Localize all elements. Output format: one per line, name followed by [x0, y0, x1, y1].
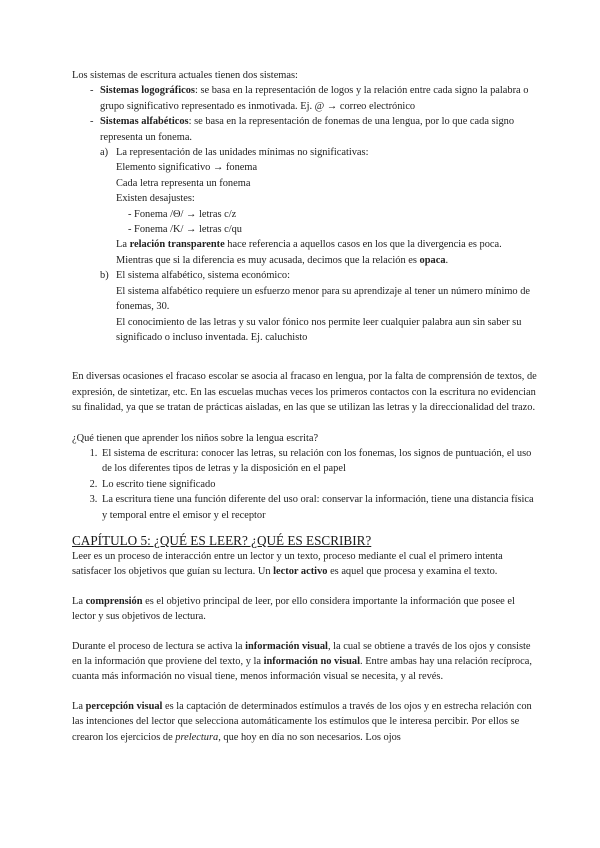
term-opaque: opaca — [419, 254, 446, 266]
term-alphabetic: Sistemas alfabéticos — [100, 116, 189, 128]
question-text: ¿Qué tienen que aprender los niños sobre la lengua escrita? — [72, 432, 319, 444]
text-segment: . Entre ambas hay una relación recíproca, cuanta más información no visual tiene, menos información visual se necesita, y al revés. — [72, 656, 532, 683]
text-segment: , que hoy en día no son necesarios. Los ojos — [218, 731, 401, 743]
answers-list — [72, 446, 540, 523]
item-label: a) — [100, 147, 109, 159]
sub-a-line: Elemento significativo → fonema — [116, 162, 258, 174]
intro-text: Los sistemas de escritura actuales tienen dos sistemas: — [72, 70, 298, 81]
transparent-relation-text — [116, 237, 540, 268]
sub-b-title: El sistema alfabético, sistema económico: — [116, 270, 290, 282]
sub-a-line: Cada letra representa un fonema — [116, 177, 251, 189]
term-comprehension: comprensión — [85, 595, 143, 607]
text-segment: es el objetivo principal de leer, por ello considera importante la información que posee el lector y sus objetivos de lectura. — [72, 595, 515, 623]
alphabetic-sublist — [72, 145, 540, 345]
mismatch-line: - Fonema /Θ/ → letras c/z — [128, 208, 237, 220]
reading-definition-paragraph — [72, 549, 540, 580]
list-item: 3. La escritura tiene una función diferente del uso oral: conservar la información, tiene una distancia física y temporal entre el emisor y el receptor — [100, 492, 540, 523]
sublist-item-b — [100, 268, 540, 345]
item-label: b) — [100, 270, 109, 282]
visual-information-paragraph — [72, 639, 540, 685]
chapter-title: CAPÍTULO 5: ¿QUÉ ES LEER? ¿QUÉ ES ESCRIBIR? — [72, 532, 372, 548]
text-segment: . — [445, 254, 449, 266]
text-segment: La — [116, 239, 130, 251]
term-transparent: relación transparente — [129, 239, 225, 251]
term-visual-perception: percepción visual — [85, 700, 163, 712]
writing-systems-list — [72, 83, 540, 145]
term-visual-info: información visual — [245, 640, 328, 652]
text-segment: es aquel que procesa y examina el texto. — [327, 566, 498, 578]
comprehension-paragraph — [72, 594, 540, 625]
text-segment: La — [72, 700, 86, 712]
term-active-reader: lector activo — [273, 566, 328, 578]
mismatch-line: - Fonema /K/ → letras c/qu — [128, 224, 242, 236]
visual-perception-paragraph — [72, 699, 540, 745]
sub-b-paragraph: El conocimiento de las letras y su valor fónico nos permite leer cualquier palabra aun sin saber su significado o incluso inventada. Ej. caluchisto — [116, 316, 522, 343]
term-logographic: Sistemas logográficos — [100, 85, 195, 97]
list-item: 2. Lo escrito tiene significado — [100, 477, 540, 492]
text-segment: , la cual se obtiene a través de los ojos y consiste en la información que proviene del texto, y la — [72, 640, 531, 667]
term-non-visual-info: información no visual — [263, 656, 361, 667]
alphabetic-description: : se basa en la representación de fonemas de una lengua, por lo que cada signo representa un fonema. — [100, 116, 515, 143]
list-item — [100, 114, 540, 145]
term-prereading: prelectura — [175, 731, 219, 743]
text-segment: La — [72, 595, 86, 607]
text-segment: hace referencia a aquellos casos en los que la divergencia es poca. Mientras que si la diferencia es muy acusada, decimos que la relación es — [116, 239, 502, 266]
logographic-description: : se basa en la representación de logos y la relación entre cada signo la palabra o grupo significativo representado es inmotivada. Ej. @ → correo electrónico — [100, 85, 529, 112]
text-segment: Leer es un proceso de interacción entre un lector y un texto, proceso mediante el cual el primero intenta satisfacer los objetivos que guían su lectura. Un — [72, 550, 503, 578]
list-item — [100, 83, 540, 114]
sub-b-paragraph: El sistema alfabético requiere un esfuerzo menor para su aprendizaje al tener un número mínimo de fonemas, 30. — [116, 285, 531, 313]
text-segment: es la captación de determinados estímulos a través de los ojos y en estrecha relación con las intenciones del lector que selecciona automáticamente los estímulos que le interesa percibir. Por ellos se crearon los ejercicios de — [72, 700, 532, 743]
school-failure-paragraph: En diversas ocasiones el fracaso escolar se asocia al fracaso en lengua, por la falta de comprensión de textos, de expresión, de sintetizar, etc. En las escuelas muchas veces los primeros contactos con la escritura no evidencian su finalidad, ya que se tratan de prácticas aisladas, en las que se utilizan las letras y la direccionalidad del trazo. — [72, 371, 537, 414]
sublist-item-a — [100, 145, 540, 268]
text-segment: Durante el proceso de lectura se activa la — [72, 640, 246, 652]
list-item: 1. El sistema de escritura: conocer las letras, su relación con los fonemas, los signos de puntuación, el uso de los diferentes tipos de letras y la disposición en el papel — [100, 446, 540, 477]
sub-a-line: Existen desajustes: — [116, 193, 195, 205]
sub-a-title: La representación de las unidades mínimas no significativas: — [116, 147, 369, 159]
